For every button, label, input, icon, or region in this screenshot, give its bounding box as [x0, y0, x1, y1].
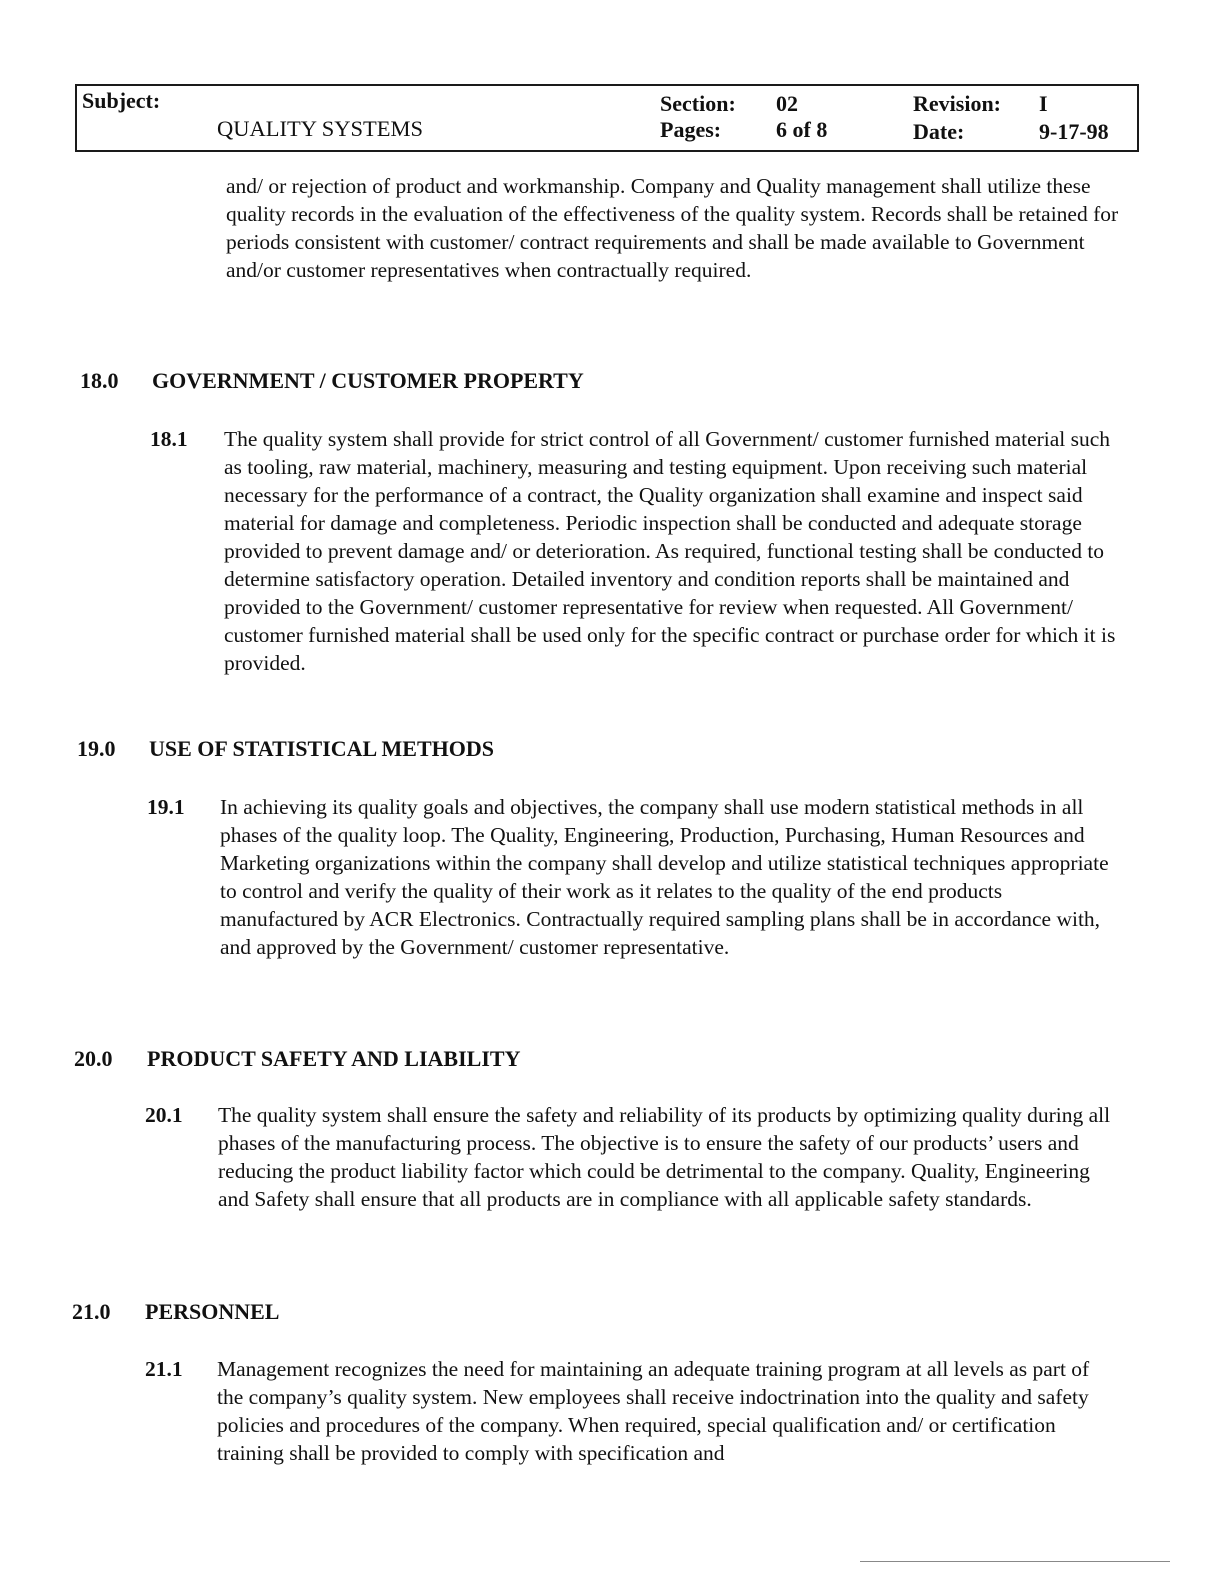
section-19-1-text: In achieving its quality goals and objectives, the company shall use modern statistical methods in all phases of the quality loop. The Quality, Engineering, Production, Purchasing, Human Resources and Marketing organizations within the company shall develop and utilize statistical techniques appropriate to control and verify the quality of their work as it relates to the quality of the end products manufactured by ACR Electronics. Contractually required sampling plans shall be in accordance with, and approved by the Government/ customer representative.: [220, 795, 1109, 959]
section-19-1-number: 19.1: [147, 795, 185, 819]
section-20-1-text: The quality system shall ensure the safety and reliability of its products by optimizing quality during all phases of the manufacturing process. The objective is to ensure the safety of our products’ users and reducing the product liability factor which could be detrimental to the company. Quality, Engineering and Safety shall ensure that all products are in compliance with all applicable safety standards.: [218, 1103, 1111, 1211]
section-18-1-number: 18.1: [150, 427, 188, 451]
section-18-number: 18.0: [80, 368, 119, 393]
section-20-title: PRODUCT SAFETY AND LIABILITY: [147, 1046, 521, 1071]
section-20-number: 20.0: [74, 1046, 113, 1071]
intro-paragraph: and/ or rejection of product and workmanship. Company and Quality management shall utilize these quality records in the evaluation of the effectiveness of the quality system. Records shall be retained for periods consistent with customer/ contract requirements and shall be made available to Government and/or customer representatives when contractually required.: [226, 174, 1119, 282]
section-18-title: GOVERNMENT / CUSTOMER PROPERTY: [152, 368, 584, 393]
subject-label: Subject:: [82, 88, 161, 113]
scan-artifact-line: [860, 1561, 1170, 1562]
pages-label: Pages:: [660, 117, 722, 142]
section-18-1-text: The quality system shall provide for strict control of all Government/ customer furnished material such as tooling, raw material, machinery, measuring and testing equipment. Upon receiving such material necessary for the performance of a contract, the Quality organization shall examine and inspect said material for damage and completeness. Periodic inspection shall be conducted and adequate storage provided to prevent damage and/ or deterioration. As required, functional testing shall be conducted to determine satisfactory operation. Detailed inventory and condition reports shall be maintained and provided to the Government/ customer representative for review when requested. All Government/ customer furnished material shall be used only for the specific contract or purchase order for which it is provided.: [224, 427, 1116, 675]
revision-label: Revision:: [913, 91, 1001, 116]
section-value: 02: [776, 91, 798, 116]
section-21-1-number: 21.1: [145, 1357, 183, 1381]
revision-value: I: [1039, 91, 1048, 116]
pages-value: 6 of 8: [776, 117, 828, 142]
section-21-title: PERSONNEL: [145, 1299, 280, 1324]
section-20-1-number: 20.1: [145, 1103, 183, 1127]
section-21-number: 21.0: [72, 1299, 111, 1324]
date-value: 9-17-98: [1039, 119, 1109, 144]
section-label: Section:: [660, 91, 736, 116]
section-19-title: USE OF STATISTICAL METHODS: [149, 736, 494, 761]
date-label: Date:: [913, 119, 965, 144]
subject-value: QUALITY SYSTEMS: [217, 116, 424, 141]
section-19-number: 19.0: [77, 736, 116, 761]
section-21-1-text: Management recognizes the need for maintaining an adequate training program at all levels as part of the company’s quality system. New employees shall receive indoctrination into the quality and safety policies and procedures of the company. When required, special qualification and/ or certification training shall be provided to comply with specification and: [217, 1357, 1090, 1465]
